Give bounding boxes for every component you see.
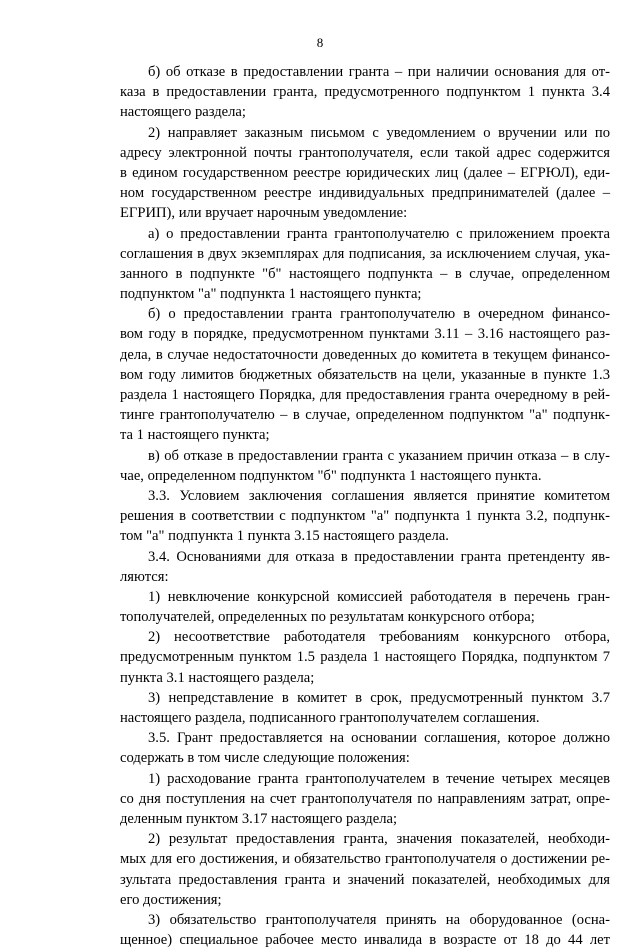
text-line: предусмотренным пунктом 1.5 раздела 1 настоящего Порядка, подпунктом 7 [120, 649, 610, 666]
text-line: в) об отказе в предоставлении гранта с указанием причин отказа – в слу- [148, 447, 610, 464]
paragraph [120, 62, 610, 123]
text-line: занного в подпункте "б" настоящего подпункта – в случае, определенном [120, 265, 610, 282]
body-text [120, 62, 610, 950]
text-line: чае, определенном подпунктом "б" подпункта 1 настоящего пункта. [120, 467, 542, 484]
paragraph [120, 486, 610, 547]
text-line: содержать в том числе следующие положения: [120, 750, 410, 767]
paragraph [120, 627, 610, 688]
text-line: 2) направляет заказным письмом с уведомлением о вручении или по [148, 124, 610, 141]
text-line: адресу электронной почты грантополучателя, если такой адрес содержится [120, 144, 610, 161]
text-line: деленным пунктом 3.17 настоящего раздела; [120, 810, 398, 827]
text-line: вом году в порядке, предусмотренном пунктами 3.11 – 3.16 настоящего раз- [120, 326, 610, 343]
paragraph [120, 123, 610, 224]
paragraph [120, 728, 610, 768]
text-line: щенное) специальное рабочее место инвалида в возрасте от 18 до 44 лет [120, 932, 610, 949]
page-number: 8 [316, 35, 324, 50]
text-line: соглашения в двух экземплярах для подписания, за исключением случая, ука- [120, 245, 610, 262]
text-line: ном государственном реестре индивидуальных предпринимателей (далее – [120, 185, 610, 202]
text-line: б) об отказе в предоставлении гранта – при наличии основания для от- [148, 64, 610, 80]
text-line: раздела 1 настоящего Порядка, для предоставления гранта очередному в рей- [120, 387, 610, 403]
text-line: в едином государственном реестре юридических лиц (далее – ЕГРЮЛ), еди- [120, 164, 610, 181]
text-line: настоящего раздела; [120, 104, 246, 121]
text-line: том "а" подпункта 1 пункта 3.15 настоящего раздела. [120, 528, 449, 545]
paragraph [120, 446, 610, 486]
text-line: мых для его достижения, и обязательство грантополучателя о достижении ре- [120, 851, 610, 868]
text-line: дела, в случае недостаточности доведенных до комитета в текущем финансо- [120, 346, 610, 363]
text-line: каза в предоставлении гранта, предусмотренного подпунктом 1 пункта 3.4 [120, 84, 610, 101]
text-line: 1) расходование гранта грантополучателем в течение четырех месяцев [148, 770, 610, 787]
text-line: 3.4. Основаниями для отказа в предоставлении гранта претенденту яв- [148, 548, 610, 565]
text-line: ляются: [120, 568, 169, 585]
text-line: ЕГРИП), или вручает нарочным уведомление: [120, 205, 408, 222]
text-line: та 1 настоящего пункта; [120, 427, 270, 444]
text-line: 3) обязательство грантополучателя принять на оборудованное (осна- [148, 911, 610, 928]
paragraph [120, 224, 610, 305]
text-line: тополучателей, определенных по результатам конкурсного отбора; [120, 609, 535, 626]
text-line: зультата предоставления гранта и значений показателей, необходимых для [120, 871, 610, 888]
text-line: со дня поступления на счет грантополучателя по направлениям затрат, опре- [120, 790, 610, 807]
text-line: вом году лимитов бюджетных обязательств на цели, указанные в пункте 1.3 [120, 366, 610, 383]
paragraph [120, 688, 610, 728]
paragraph [120, 769, 610, 830]
text-line: 3.3. Условием заключения соглашения является принятие комитетом [148, 487, 610, 504]
text-line: 1) невключение конкурсной комиссией работодателя в перечень гран- [148, 588, 610, 605]
text-line: пункта 3.1 настоящего раздела; [120, 669, 315, 686]
text-line: 2) результат предоставления гранта, значения показателей, необходи- [148, 831, 610, 848]
paragraph [120, 587, 610, 627]
paragraph [120, 304, 610, 445]
text-line: 3.5. Грант предоставляется на основании соглашения, которое должно [148, 730, 610, 747]
paragraph [120, 547, 610, 587]
paragraph [120, 829, 610, 910]
text-line: 3) непредставление в комитет в срок, предусмотренный пунктом 3.7 [148, 689, 610, 706]
text-line: решения в соответствии с подпунктом "а" подпункта 1 пункта 3.2, подпунк- [120, 508, 610, 525]
text-line: тинге грантополучателю – в случае, определенном подпунктом "а" подпунк- [120, 407, 610, 424]
text-line: а) о предоставлении гранта грантополучателю с приложением проекта [148, 225, 610, 242]
text-line: б) о предоставлении гранта грантополучателю в очередном финансо- [148, 306, 610, 323]
text-line: подпунктом "а" подпункта 1 настоящего пункта; [120, 286, 422, 303]
text-line: его достижения; [120, 891, 222, 908]
paragraph [120, 910, 610, 950]
text-line: настоящего раздела, подписанного грантополучателем соглашения. [120, 710, 540, 726]
text-line: 2) несоответствие работодателя требованиям конкурсного отбора, [148, 629, 610, 646]
